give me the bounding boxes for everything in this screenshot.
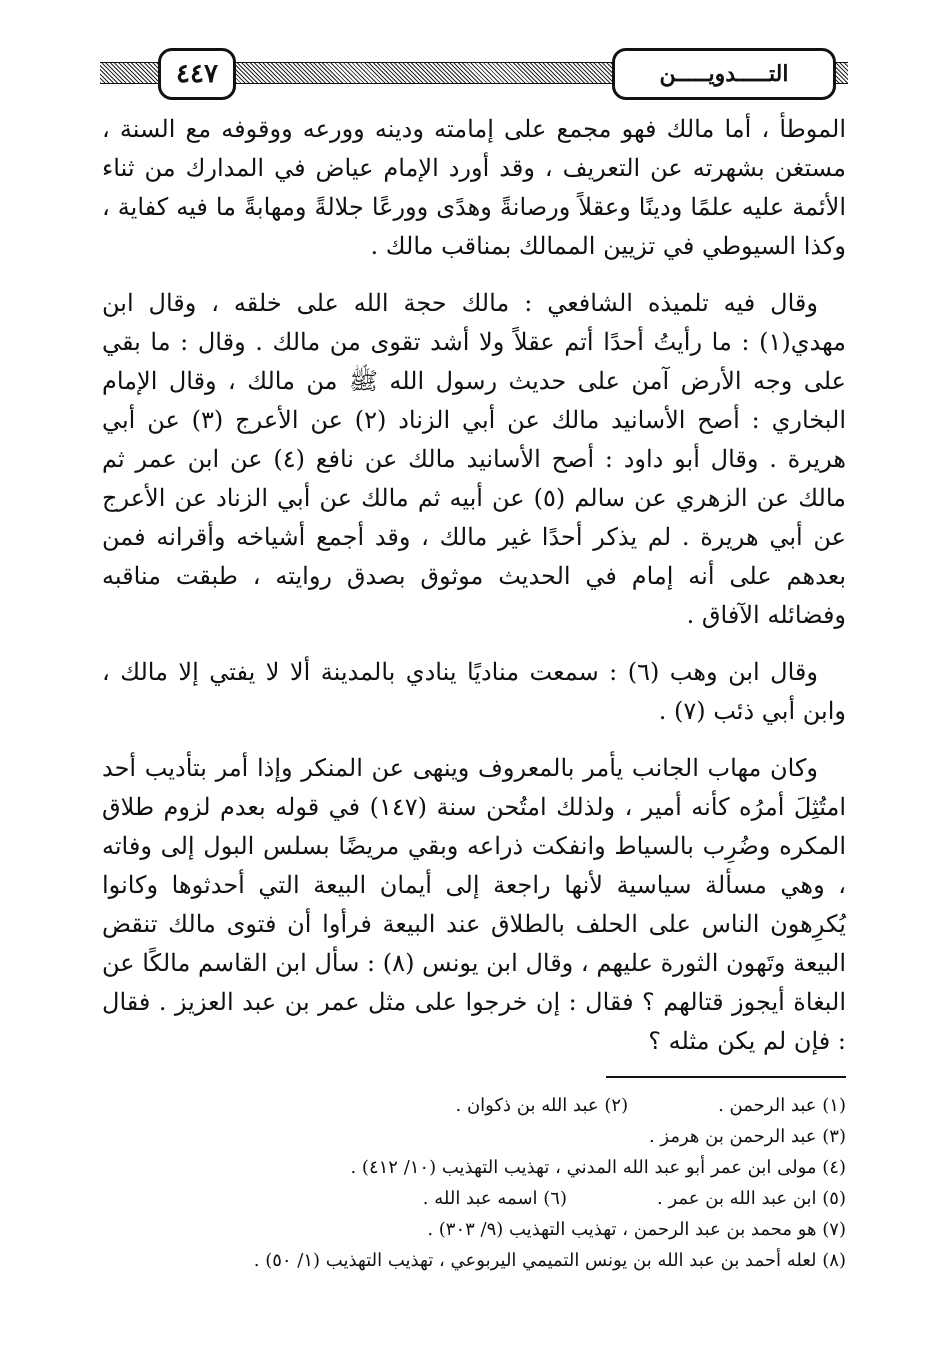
footnotes <box>102 1090 846 1276</box>
paragraph-2: وقال فيه تلميذه الشافعي : مالك حجة الله على خلقه ، وقال ابن مهدي(١) : ما رأيتُ أحدًا أتم عقلاً ولا أشد تقوى من مالك . وقال : ما بقي على وجه الأرض آمن على حديث رسول الله ﷺ من مالك ، وقال الإمام البخاري : أصح الأسانيد مالك عن أبي الزناد (٢) عن الأعرج (٣) عن أبي هريرة . وقال أبو داود : أصح الأسانيد مالك عن نافع (٤) عن ابن عمر ثم مالك عن الزهري عن سالم (٥) عن أبيه ثم مالك عن أبي الزناد عن الأعرج عن أبي هريرة . لم يذكر أحدًا غير مالك ، وقد أجمع أشياخه وأقرانه فمن بعدهم على أنه إمام في الحديث موثوق بصدق روايته ، طبقت مناقبه وفضائله الآفاق . <box>102 289 846 629</box>
footnote-6: (٦) اسمه عبد الله . <box>422 1188 567 1209</box>
footnote-1: (١) عبد الرحمن . <box>718 1095 846 1116</box>
footnote-3: (٣) عبد الرحمن بن هرمز . <box>648 1126 846 1147</box>
footnote-divider <box>606 1076 846 1078</box>
page-number: ٤٤٧ <box>158 48 236 100</box>
paragraph-3: وقال ابن وهب (٦) : سمعت مناديًا ينادي بالمدينة ألا لا يفتي إلا مالك ، وابن أبي ذئب (٧) . <box>102 658 846 725</box>
paragraph-1: الموطأ ، أما مالك فهو مجمع على إمامته ودينه وورعه ووقوفه مع السنة ، مستغن بشهرته عن التعريف ، وقد أورد الإمام عياض في المدارك من ثناء الأئمة عليه علمًا ودينًا وعقلاً ورصانةً وهدًى وورعًا جلالةً ومهابةً ما فيه كفاية ، وكذا السيوطي في تزيين الممالك بمناقب مالك . <box>102 115 846 260</box>
footnote-8: (٨) لعله أحمد بن عبد الله بن يونس التميمي اليربوعي ، تهذيب التهذيب (١/ ٥٠) . <box>253 1250 846 1271</box>
paragraph-4: وكان مهاب الجانب يأمر بالمعروف وينهى عن المنكر وإذا أمر بتأديب أحد امتُثِلَ أمرُه كأنه أمير ، ولذلك امتُحن سنة (١٤٧) في قوله بعدم لزوم طلاق المكره وضُرِب بالسياط وانفكت ذراعه وبقي مريضًا بسلس البول إلى وفاته ، وهي مسألة سياسية لأنها راجعة إلى أيمان البيعة التي أحدثوها وكانوا يُكرِهون الناس على الحلف بالطلاق عند البيعة فرأوا أن فتوى مالك تنقض البيعة وتَهون الثورة عليهم ، وقال ابن يونس (٨) : سأل ابن القاسم مالكًا عن البغاة أيجوز قتالهم ؟ فقال : إن خرجوا على مثل عمر بن عبد العزيز . فقال : فإن لم يكن مثله ؟ <box>102 754 847 1055</box>
main-text <box>102 110 846 1079</box>
footnote-7: (٧) هو محمد بن عبد الرحمن ، تهذيب التهذيب (٩/ ٣٠٣) . <box>427 1219 846 1240</box>
footnote-row-5-6 <box>102 1183 846 1214</box>
footnote-row-1-2 <box>102 1090 846 1121</box>
footnote-2: (٢) عبد الله بن ذكوان . <box>455 1095 629 1116</box>
footnote-4: (٤) مولى ابن عمر أبو عبد الله المدني ، تهذيب التهذيب (١٠/ ٤١٢) . <box>350 1157 846 1178</box>
footnote-5: (٥) ابن عبد الله بن عمر . <box>657 1188 846 1209</box>
page-header <box>100 44 848 100</box>
running-title: التـــــدويـــــن <box>612 48 836 100</box>
